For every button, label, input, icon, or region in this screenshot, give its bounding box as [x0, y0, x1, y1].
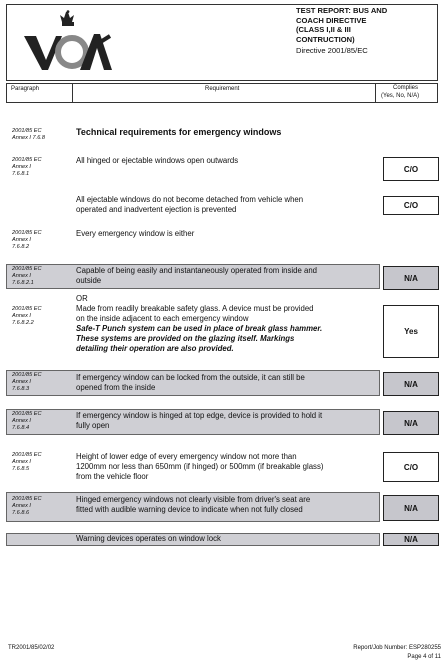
column-complies-options: (Yes, No, N/A) [381, 93, 420, 99]
requirement-text: Height of lower edge of every emergency window not more than 1200mm nor less than 650mm (if hinged) or 500mm (if breakable glass) from the vehicle floor [76, 452, 324, 481]
footer-page-number: Page 4 of 11 [407, 654, 441, 660]
title-line: COACH DIRECTIVE [296, 15, 367, 25]
complies-box: C/O [383, 452, 439, 482]
complies-box: N/A [383, 372, 439, 396]
title-line: TEST REPORT: BUS AND [296, 6, 388, 15]
paragraph-ref: 2001/85 EC Annex I 7.6.8.2.2 [12, 306, 42, 326]
requirement-text: Warning devices operates on window lock [76, 534, 221, 543]
column-complies: Complies [393, 85, 419, 91]
paragraph-ref: 2001/85 EC Annex I 7.6.8.4 [12, 411, 42, 431]
footer-form-code: TR2001/85/02/02 [8, 645, 55, 651]
section-title: Technical requirements for emergency windows [76, 127, 282, 137]
paragraph-ref: 2001/85 EC Annex I 7.6.8.2 [12, 230, 42, 250]
column-paragraph: Paragraph [11, 86, 40, 92]
title-line: CONTRUCTION) [296, 34, 355, 44]
requirement-text: If emergency window can be locked from the outside, it can still be opened from the inside [76, 373, 305, 392]
vosa-logo [22, 10, 112, 76]
directive-label: Directive 2001/85/EC [296, 46, 368, 55]
column-divider [375, 83, 376, 103]
complies-box: C/O [383, 157, 439, 181]
requirement-text: Every emergency window is either [76, 229, 195, 238]
report-title [296, 6, 436, 44]
paragraph-ref: 2001/85 EC Annex I 7.6.8.5 [12, 452, 42, 472]
paragraph-ref: 2001/85 EC Annex I 7.6.8.3 [12, 372, 42, 392]
requirement-text: Hinged emergency windows not clearly visible from driver's seat are fitted with audible warning device to indicate when not fully closed [76, 495, 311, 514]
paragraph-ref: 2001/85 EC Annex I 7.6.8.2.1 [12, 266, 42, 286]
complies-box: Yes [383, 305, 439, 358]
requirement-text: OR Made from readily breakable safety glass. A device must be provided on the inside adjacent to each emergency window Safe-T Punch system can be used in place of break glass hammer. These systems are provided on the glazing itself. Markings detailing their operation are also provided. [76, 294, 323, 353]
requirement-text: Capable of being easily and instantaneously operated from inside and outside [76, 266, 317, 285]
paragraph-ref: 2001/85 EC Annex I 7.6.8.1 [12, 157, 42, 177]
complies-box: N/A [383, 495, 439, 521]
footer-report-job: Report/Job Number: ESP280255 [353, 645, 441, 651]
complies-box: N/A [383, 533, 439, 546]
complies-box: N/A [383, 266, 439, 290]
column-requirement: Requirement [205, 86, 240, 92]
complies-box: C/O [383, 196, 439, 215]
paragraph-ref: 2001/85 EC Annex I 7.6.8 [12, 128, 45, 141]
requirement-text: If emergency window is hinged at top edge, device is provided to hold it fully open [76, 411, 323, 430]
column-divider [72, 83, 73, 103]
safe-t-punch-note: Safe-T Punch system can be used in place of break glass hammer. [76, 324, 323, 333]
paragraph-ref: 2001/85 EC Annex I 7.6.8.6 [12, 496, 42, 516]
requirement-text: All hinged or ejectable windows open outwards [76, 156, 239, 165]
title-line: (CLASS I,II & III [296, 25, 351, 34]
complies-box: N/A [383, 411, 439, 435]
requirement-text: All ejectable windows do not become detached from vehicle when operated and inadvertent ejection is prevented [76, 195, 304, 214]
